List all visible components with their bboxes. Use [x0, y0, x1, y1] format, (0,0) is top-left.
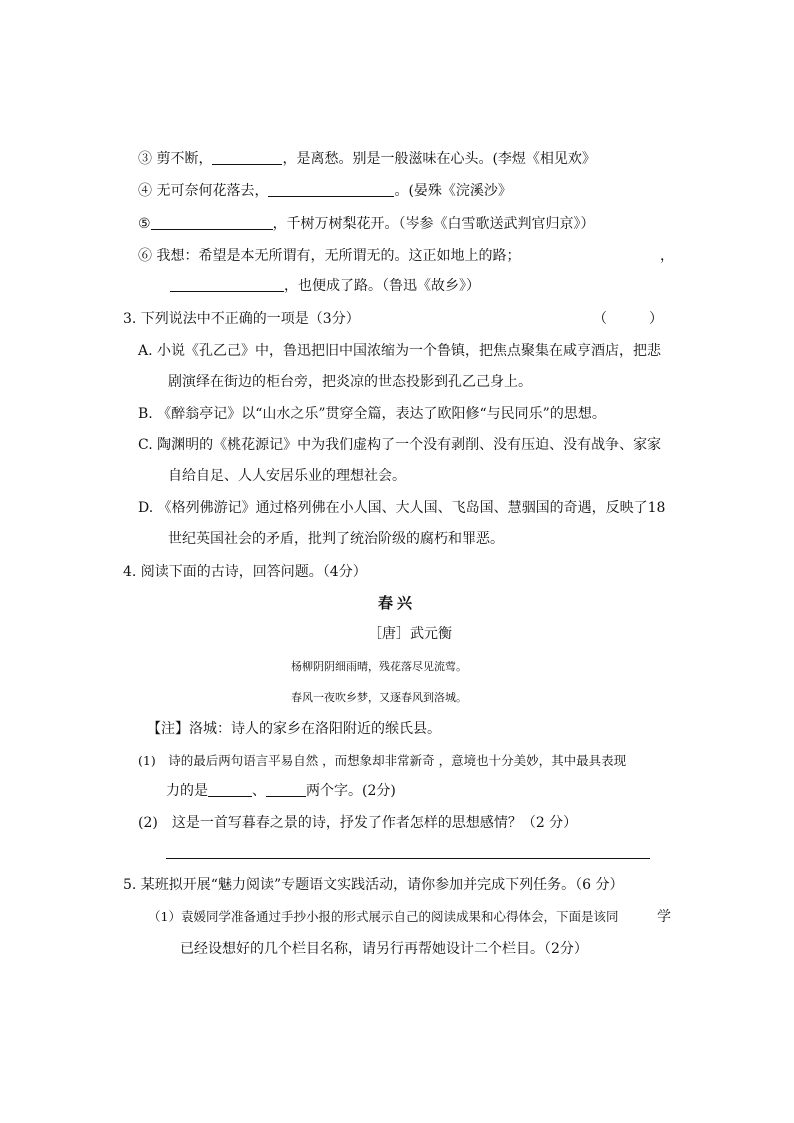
q5-sub1-line1: （1）袁媛同学准备通过手抄小报的形式展示自己的阅读成果和心得体会，下面是该同: [148, 909, 619, 924]
q2-line-7: ，也便成了路。（鲁迅《故乡》）: [170, 277, 480, 295]
answer-line[interactable]: [166, 858, 650, 859]
poem-verse-2: 春风一夜吹乡梦，又逐春风到洛城。: [291, 691, 467, 704]
q3-option-d-line1: D. 《格列佛游记》通过格列佛在小人国、大人国、飞岛国、慧骃国的奇遇，反映了18: [138, 500, 666, 516]
q5-stem: 5. 某班拟开展“魅力阅读”专题语文实践活动，请你参加并完成下列任务。（6 分）: [123, 877, 624, 893]
q4-sub1-line1: (1) 诗的最后两句语言平易自然 ，而想象却非常新奇 ，意境也十分美妙，其中最具表现: [138, 753, 627, 768]
q3-option-d-line2: 世纪英国社会的矛盾，批判了统治阶级的腐朽和罪恶。: [168, 531, 504, 547]
poem-note: 【注】洛城：诗人的家乡在洛阳附近的缑氏县。: [147, 721, 441, 737]
q2-line-6: ⑥ 我想：希望是本无所谓有，无所谓无的。这正如地上的路；: [138, 248, 521, 264]
q2-line-3: ③ 剪不断， ，是离愁。别是一般滋味在心头。(李煜《相见欢》: [138, 151, 596, 167]
q3-option-a-line2: 剧演绎在街边的柜台旁，把炎凉的世态投影到孔乙己身上。: [168, 374, 532, 390]
poem-verse-1: 杨柳阴阴细雨晴，残花落尽见流莺。: [291, 660, 467, 673]
fill-blank[interactable]: [266, 782, 306, 797]
poem-title: 春兴: [378, 594, 417, 612]
q2-line-4: ④ 无可奈何花落去， 。(晏殊《浣溪沙》: [138, 183, 512, 199]
q3-option-c-line1: C. 陶渊明的《桃花源记》中为我们虚构了一个没有剥削、没有压迫、没有战争、家家: [138, 437, 662, 453]
q3-option-c-line2: 自给自足、人人安居乐业的理想社会。: [168, 468, 406, 484]
q3-answer-paren[interactable]: （ ）: [593, 311, 663, 327]
fill-blank[interactable]: [208, 782, 252, 797]
q5-sub1-line2: 已经设想好的几个栏目名称，请另行再帮她设计二个栏目。（2分）: [180, 941, 588, 957]
q3-option-b: B. 《醉翁亭记》以“山水之乐”贯穿全篇，表达了欧阳修“与民同乐”的思想。: [138, 406, 606, 422]
q3-stem: 3. 下列说法中不正确的一项是（3分）: [123, 311, 360, 327]
fill-blank[interactable]: [212, 150, 282, 165]
fill-blank[interactable]: [151, 215, 273, 230]
q4-sub2: (2) 这是一首写暮春之景的诗，抒发了作者怎样的思想感情？（2 分）: [138, 815, 578, 831]
poem-author: ［唐］武元衡: [368, 626, 452, 642]
q2-line-6-comma: ，: [660, 248, 674, 264]
q4-stem: 4. 阅读下面的古诗，回答问题。（4分）: [123, 564, 367, 580]
q2-line-5: ⑤ ，千树万树梨花开。（岑参《白雪歌送武判官归京》）: [138, 216, 595, 232]
fill-blank[interactable]: [268, 182, 394, 197]
fill-blank[interactable]: [170, 277, 284, 292]
q5-sub1-line1-end: 学: [657, 909, 671, 925]
q3-option-a-line1: A. 小说《孔乙己》中，鲁迅把旧中国浓缩为一个鲁镇，把焦点聚集在咸亨酒店，把悲: [138, 343, 662, 359]
q4-sub1-line2: 力的是 、 两个字。(2分): [166, 783, 396, 799]
